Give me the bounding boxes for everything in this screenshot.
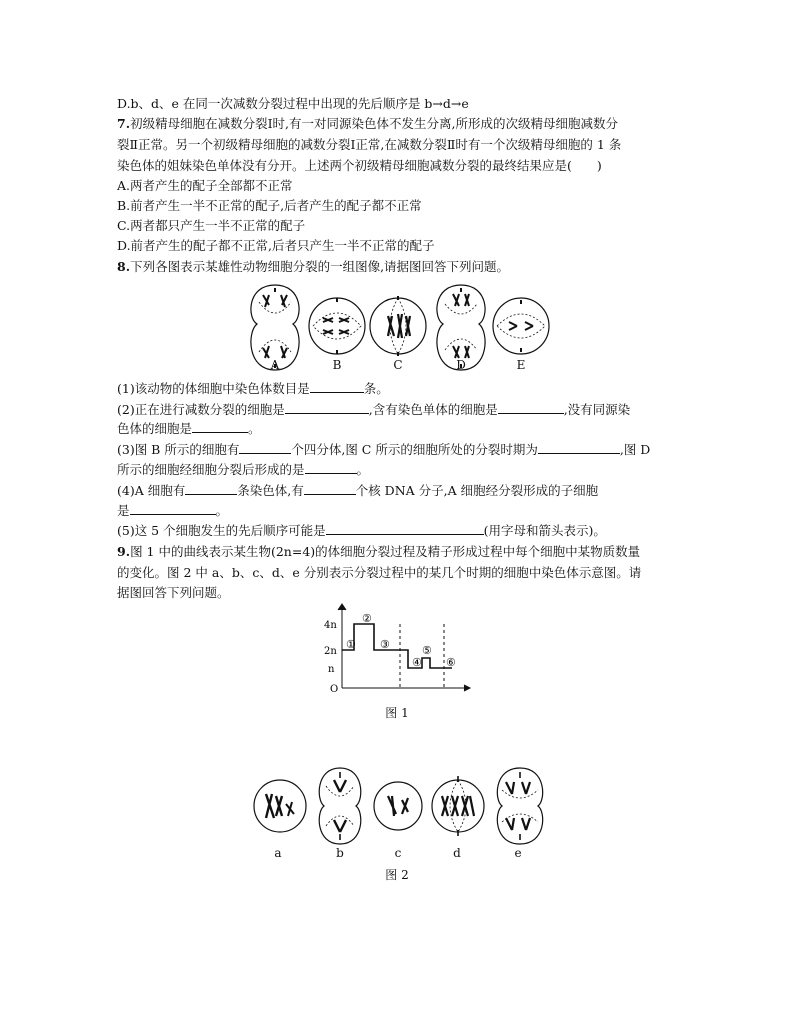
fig2-label-b: b (336, 846, 344, 860)
q7-option-d: D.前者产生的配子都不正常,后者只产生一半不正常的配子 (117, 238, 435, 253)
q7-number: 7. (117, 116, 131, 131)
q8-sub-4: (4)A 细胞有 条染色体,有 个核 DNA 分子,A 细胞经分裂形成的子细胞 (117, 483, 599, 498)
q8-number: 8. (117, 259, 131, 274)
figure-1-caption: 图 1 (385, 706, 409, 720)
cell-e-drawing (493, 298, 549, 354)
q7-stem-line-2: 裂Ⅱ正常。另一个初级精母细胞的减数分裂Ⅰ正常,在减数分裂Ⅱ时有一个次级精母细胞的 1 条 (117, 137, 622, 152)
stage-3: ③ (380, 638, 390, 651)
blank-4[interactable] (192, 420, 248, 433)
q8-sub-2-cont: 色体的细胞是 。 (117, 421, 261, 436)
cell-a-fig2 (254, 780, 306, 832)
blank-8[interactable] (185, 482, 237, 495)
stage-1: ① (346, 638, 356, 651)
blank-6[interactable] (538, 441, 620, 454)
q9-stem-line-1 (117, 543, 640, 561)
cell-b-fig2 (319, 768, 361, 844)
fig2-label-c: c (394, 846, 402, 860)
q7-stem-line-3: 染色体的姐妹染色单体没有分开。上述两个初级精母细胞减数分裂的最终结果应是( ) (117, 158, 602, 173)
blank-3[interactable] (498, 401, 564, 414)
blank-11[interactable] (326, 522, 484, 535)
ytick-origin: O (330, 684, 339, 694)
stage-2: ② (362, 612, 372, 625)
cell-e-fig2 (497, 768, 542, 844)
q8-stem (117, 258, 509, 276)
blank-5[interactable] (239, 441, 291, 454)
q7-option-c: C.两者都只产生一半不正常的配子 (117, 218, 306, 233)
q8-sub-5: (5)这 5 个细胞发生的先后顺序可能是 (用字母和箭头表示)。 (117, 523, 606, 538)
q7-option-b: B.前者产生一半不正常的配子,后者产生的配子都不正常 (117, 198, 422, 213)
stage-4: ④ (412, 656, 422, 669)
curve (342, 624, 452, 668)
q7-option-a: A.两者产生的配子全部都不正常 (117, 178, 293, 193)
ytick-2n: 2n (324, 646, 337, 657)
figure-2-caption: 图 2 (385, 868, 409, 882)
q8-sub-3-cont: 所示的细胞经细胞分裂后形成的是 。 (117, 462, 370, 477)
figure-2-cells (248, 766, 554, 848)
blank-9[interactable] (304, 482, 356, 495)
q8-sub-1: (1)该动物的体细胞中染色体数目是 条。 (117, 381, 389, 396)
q9-number: 9. (117, 544, 131, 559)
q8-stem-text: 下列各图表示某雄性动物细胞分裂的一组图像,请据图回答下列问题。 (130, 259, 510, 274)
blank-10[interactable] (130, 502, 216, 515)
q8-sub-2: (2)正在进行减数分裂的细胞是 ,含有染色单体的细胞是 ,没有同源染 (117, 402, 631, 417)
ytick-n: n (328, 664, 335, 675)
q8-sub-3: (3)图 B 所示的细胞有 个四分体,图 C 所示的细胞所处的分裂时期为 ,图 D (117, 442, 651, 457)
stage-5: ⑤ (422, 644, 432, 657)
stage-6: ⑥ (446, 656, 456, 669)
cell-label-a: A (270, 358, 280, 372)
q9-stem-text-1: 图 1 中的曲线表示某生物(2n=4)的体细胞分裂过程及精子形成过程中每个细胞中某物质数量 (130, 544, 641, 559)
fig2-label-e: e (514, 846, 522, 860)
cell-d-fig2 (432, 776, 484, 836)
fig2-label-d: d (453, 846, 461, 860)
blank-1[interactable] (310, 380, 364, 393)
q9-stem-line-3: 据图回答下列问题。 (117, 585, 230, 600)
q9-stem-line-2: 的变化。图 2 中 a、b、c、d、e 分别表示分裂过程中的某几个时期的细胞中染色体示意图。请 (117, 565, 642, 580)
cell-label-b: B (332, 358, 342, 372)
cell-label-e: E (516, 358, 526, 372)
q7-stem-text-1: 初级精母细胞在减数分裂Ⅰ时,有一对同源染色体不发生分离,所形成的次级精母细胞减数分 (130, 116, 618, 131)
cell-b-drawing (309, 298, 365, 354)
fig2-label-a: a (274, 846, 282, 860)
blank-7[interactable] (305, 461, 357, 474)
cell-label-c: C (393, 358, 403, 372)
q8-sub-4-cont: 是 。 (117, 503, 229, 518)
figure-1-graph (318, 602, 478, 694)
q6-option-d: D.b、d、e 在同一次减数分裂过程中出现的先后顺序是 b→d→e (117, 96, 469, 111)
ytick-4n: 4n (324, 620, 337, 631)
cell-label-d: D (456, 358, 466, 372)
cell-c-drawing (370, 296, 426, 356)
cell-c-fig2 (374, 782, 422, 830)
blank-2[interactable] (285, 401, 369, 414)
q7-stem-line-1 (117, 115, 618, 133)
